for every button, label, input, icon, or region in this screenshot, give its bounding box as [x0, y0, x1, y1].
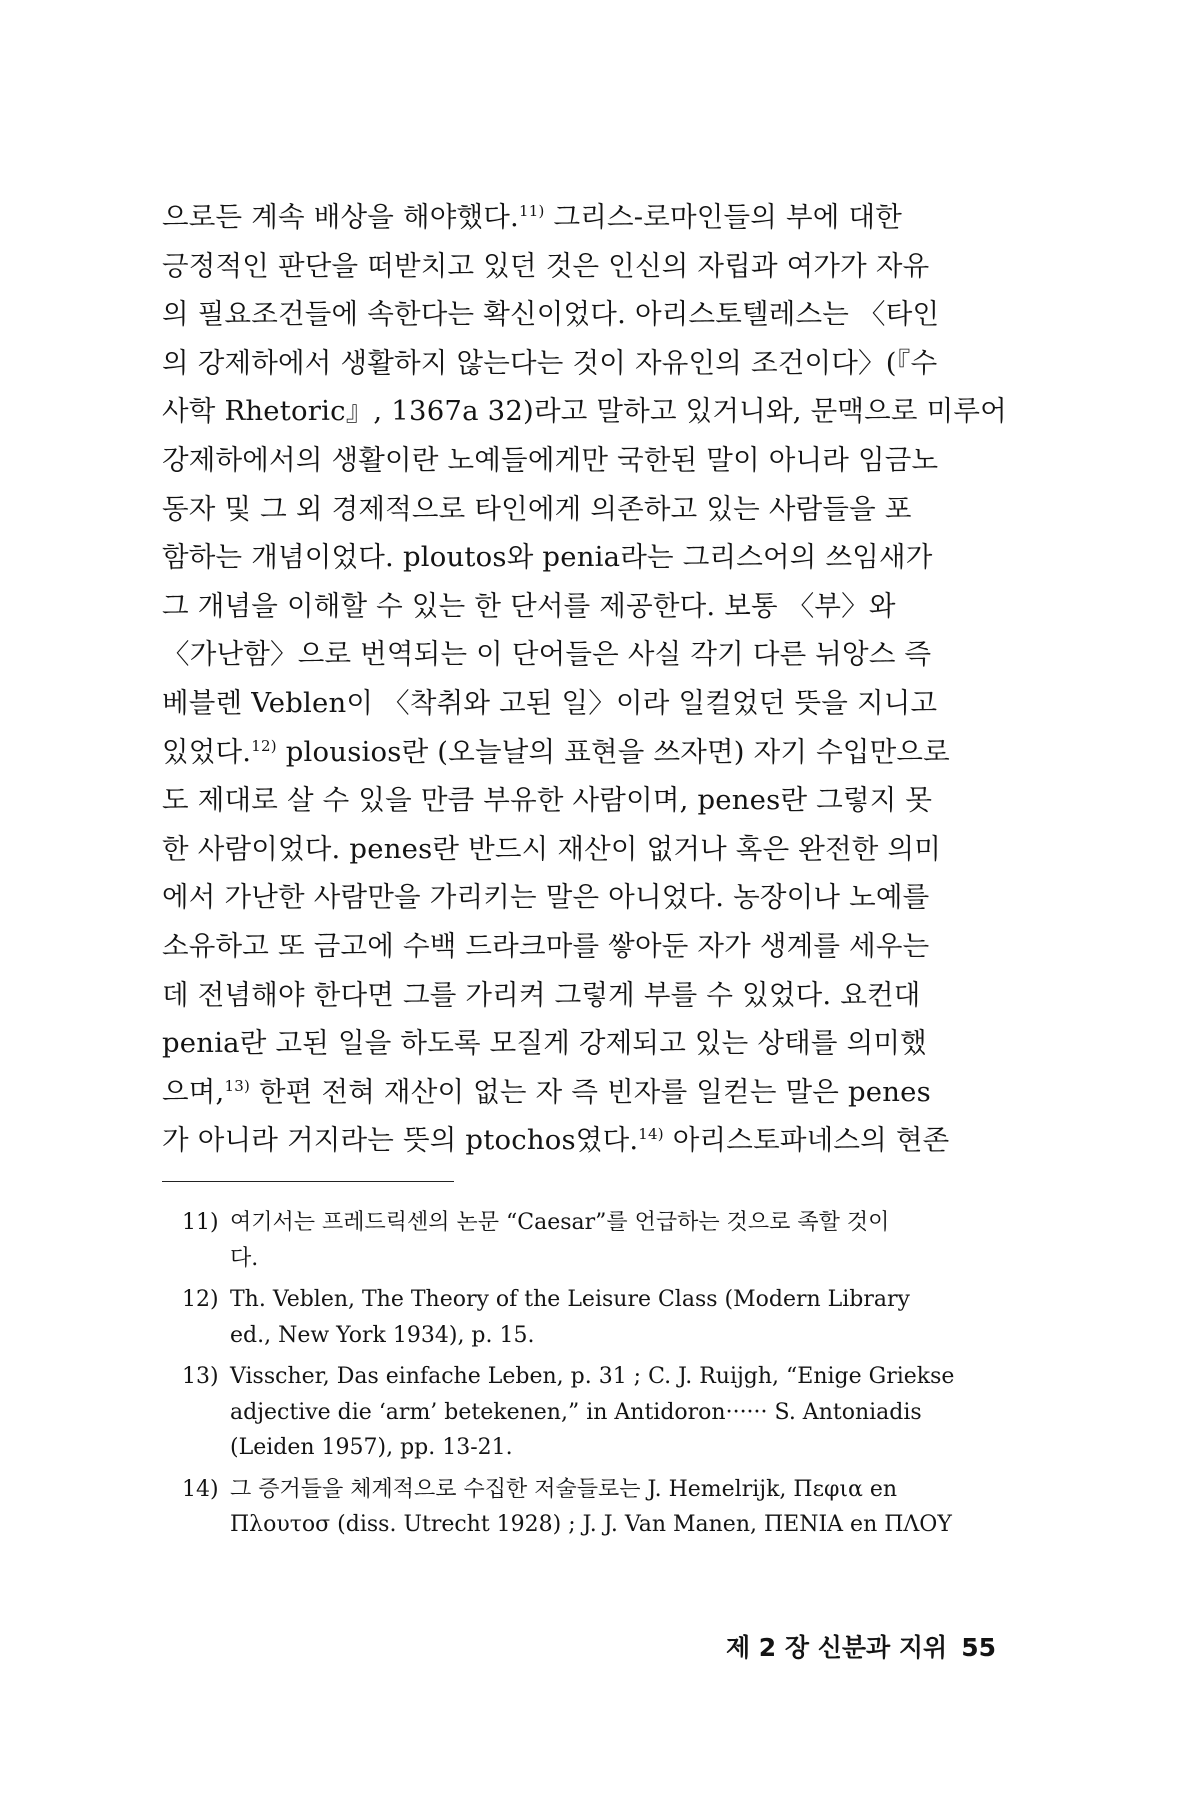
text-line: 의 강제하에서 생활하지 않는다는 것이 자유인의 조건이다〉(『수: [162, 346, 938, 379]
text-line: 사학 Rhetoric』, 1367a 32)라고 말하고 있거니와, 문맥으로 미루어: [162, 395, 1007, 428]
footnote-number: 14): [182, 1476, 219, 1502]
text-segment: 한편 전혀 재산이 없는 자 즉 빈자를 일컫는 말은 penes: [258, 1075, 931, 1108]
text-segment: plousios란 (오늘날의 표현을 쓰자면) 자기 수입만으로: [285, 735, 950, 768]
text-segment: 있었다.: [162, 735, 252, 768]
footnote-ref: 13): [224, 1076, 251, 1095]
footnote-14: [182, 1472, 996, 1543]
text-line: 베블렌 Veblen이 〈착취와 고된 일〉이라 일컬었던 뜻을 지니고: [162, 686, 938, 719]
footnote-line: 여기서는 프레드릭센의 논문 “Caesar”를 언급하는 것으로 족할 것이: [230, 1210, 890, 1235]
text-line: [162, 1116, 996, 1165]
footnote-number: 12): [182, 1287, 219, 1312]
text-line: [162, 728, 996, 777]
text-line: [162, 193, 996, 242]
text-line: 〈가난함〉으로 번역되는 이 단어들은 사실 각기 다른 뉘앙스 즉: [162, 638, 932, 671]
footnote-number: 11): [182, 1210, 219, 1235]
text-segment: 으며,: [162, 1075, 225, 1108]
footnote-number: 13): [182, 1364, 219, 1389]
footnote-ref: 12): [251, 736, 277, 755]
text-segment: 아리스토파네스의 현존: [672, 1124, 950, 1157]
text-line: 그 개념을 이해할 수 있는 한 단서를 제공한다. 보통 〈부〉와: [162, 589, 896, 622]
text-line: 동자 및 그 외 경제적으로 타인에게 의존하고 있는 사람들을 포: [162, 492, 912, 525]
footnote-line: (Leiden 1957), pp. 13-21.: [230, 1435, 513, 1460]
text-line: 강제하에서의 생활이란 노예들에게만 국한된 말이 아니라 임금노: [162, 443, 939, 476]
running-footer: [700, 1628, 996, 1664]
text-line: 함하는 개념이었다. ploutos와 penia라는 그리스어의 쓰임새가: [162, 541, 933, 574]
text-line: 도 제대로 살 수 있을 만큼 부유한 사람이며, penes란 그렇지 못: [162, 784, 933, 817]
footnote-line: Th. Veblen, The Theory of the Leisure Class (Modern Library: [230, 1287, 910, 1312]
text-line: 소유하고 또 금고에 수백 드라크마를 쌓아둔 자가 생계를 세우는: [162, 929, 930, 962]
text-line: penia란 고된 일을 하도록 모질게 강제되고 있는 상태를 의미했: [162, 1027, 927, 1060]
footnote-13: [182, 1359, 996, 1466]
text-line: [162, 1068, 996, 1117]
footnote-ref: 14): [638, 1125, 664, 1144]
text-line: 한 사람이었다. penes란 반드시 재산이 없거나 혹은 완전한 의미: [162, 832, 942, 865]
page-number: 55: [961, 1633, 996, 1662]
text-line: 긍정적인 판단을 떠받치고 있던 것은 인신의 자립과 여가가 자유: [162, 249, 930, 282]
chapter-title: 제 2 장 신분과 지위: [725, 1633, 948, 1662]
footnote-ref: 11): [518, 201, 545, 220]
footnotes: [182, 1205, 996, 1549]
footnote-line: Πλουτοσ (diss. Utrecht 1928) ; J. J. Van Manen, ΠΕΝΙΑ en ΠΛΟΥ: [230, 1512, 952, 1537]
text-segment: 가 아니라 거지라는 뜻의 ptochos였다.: [162, 1124, 639, 1157]
text-line: 에서 가난한 사람만을 가리키는 말은 아니었다. 농장이나 노예를: [162, 881, 930, 914]
footnote-12: [182, 1282, 996, 1353]
text-line: 데 전념해야 한다면 그를 가리켜 그렇게 부를 수 있었다. 요컨대: [162, 978, 921, 1011]
text-line: 의 필요조건들에 속한다는 확신이었다. 아리스토텔레스는 〈타인: [162, 298, 940, 331]
footnote-line: Visscher, Das einfache Leben, p. 31 ; C. J. Ruijgh, “Enige Griekse: [230, 1364, 955, 1389]
footnote-line: adjective die ‘arm’ betekenen,” in Antidoron······ S. Antoniadis: [230, 1399, 922, 1425]
footnote-line: 그 증거들을 체계적으로 수집한 저술들로는 J. Hemelrijk, Πεφια en: [230, 1476, 898, 1502]
text-segment: 그리스-로마인들의 부에 대한: [553, 201, 903, 233]
footnote-11: [182, 1205, 996, 1276]
footnote-divider: [162, 1181, 454, 1182]
body-text: [162, 193, 1007, 1165]
footnote-line: ed., New York 1934), p. 15.: [230, 1322, 535, 1348]
text-segment: 으로든 계속 배상을 해야했다.: [162, 201, 519, 233]
footnote-line: 다.: [230, 1245, 259, 1271]
